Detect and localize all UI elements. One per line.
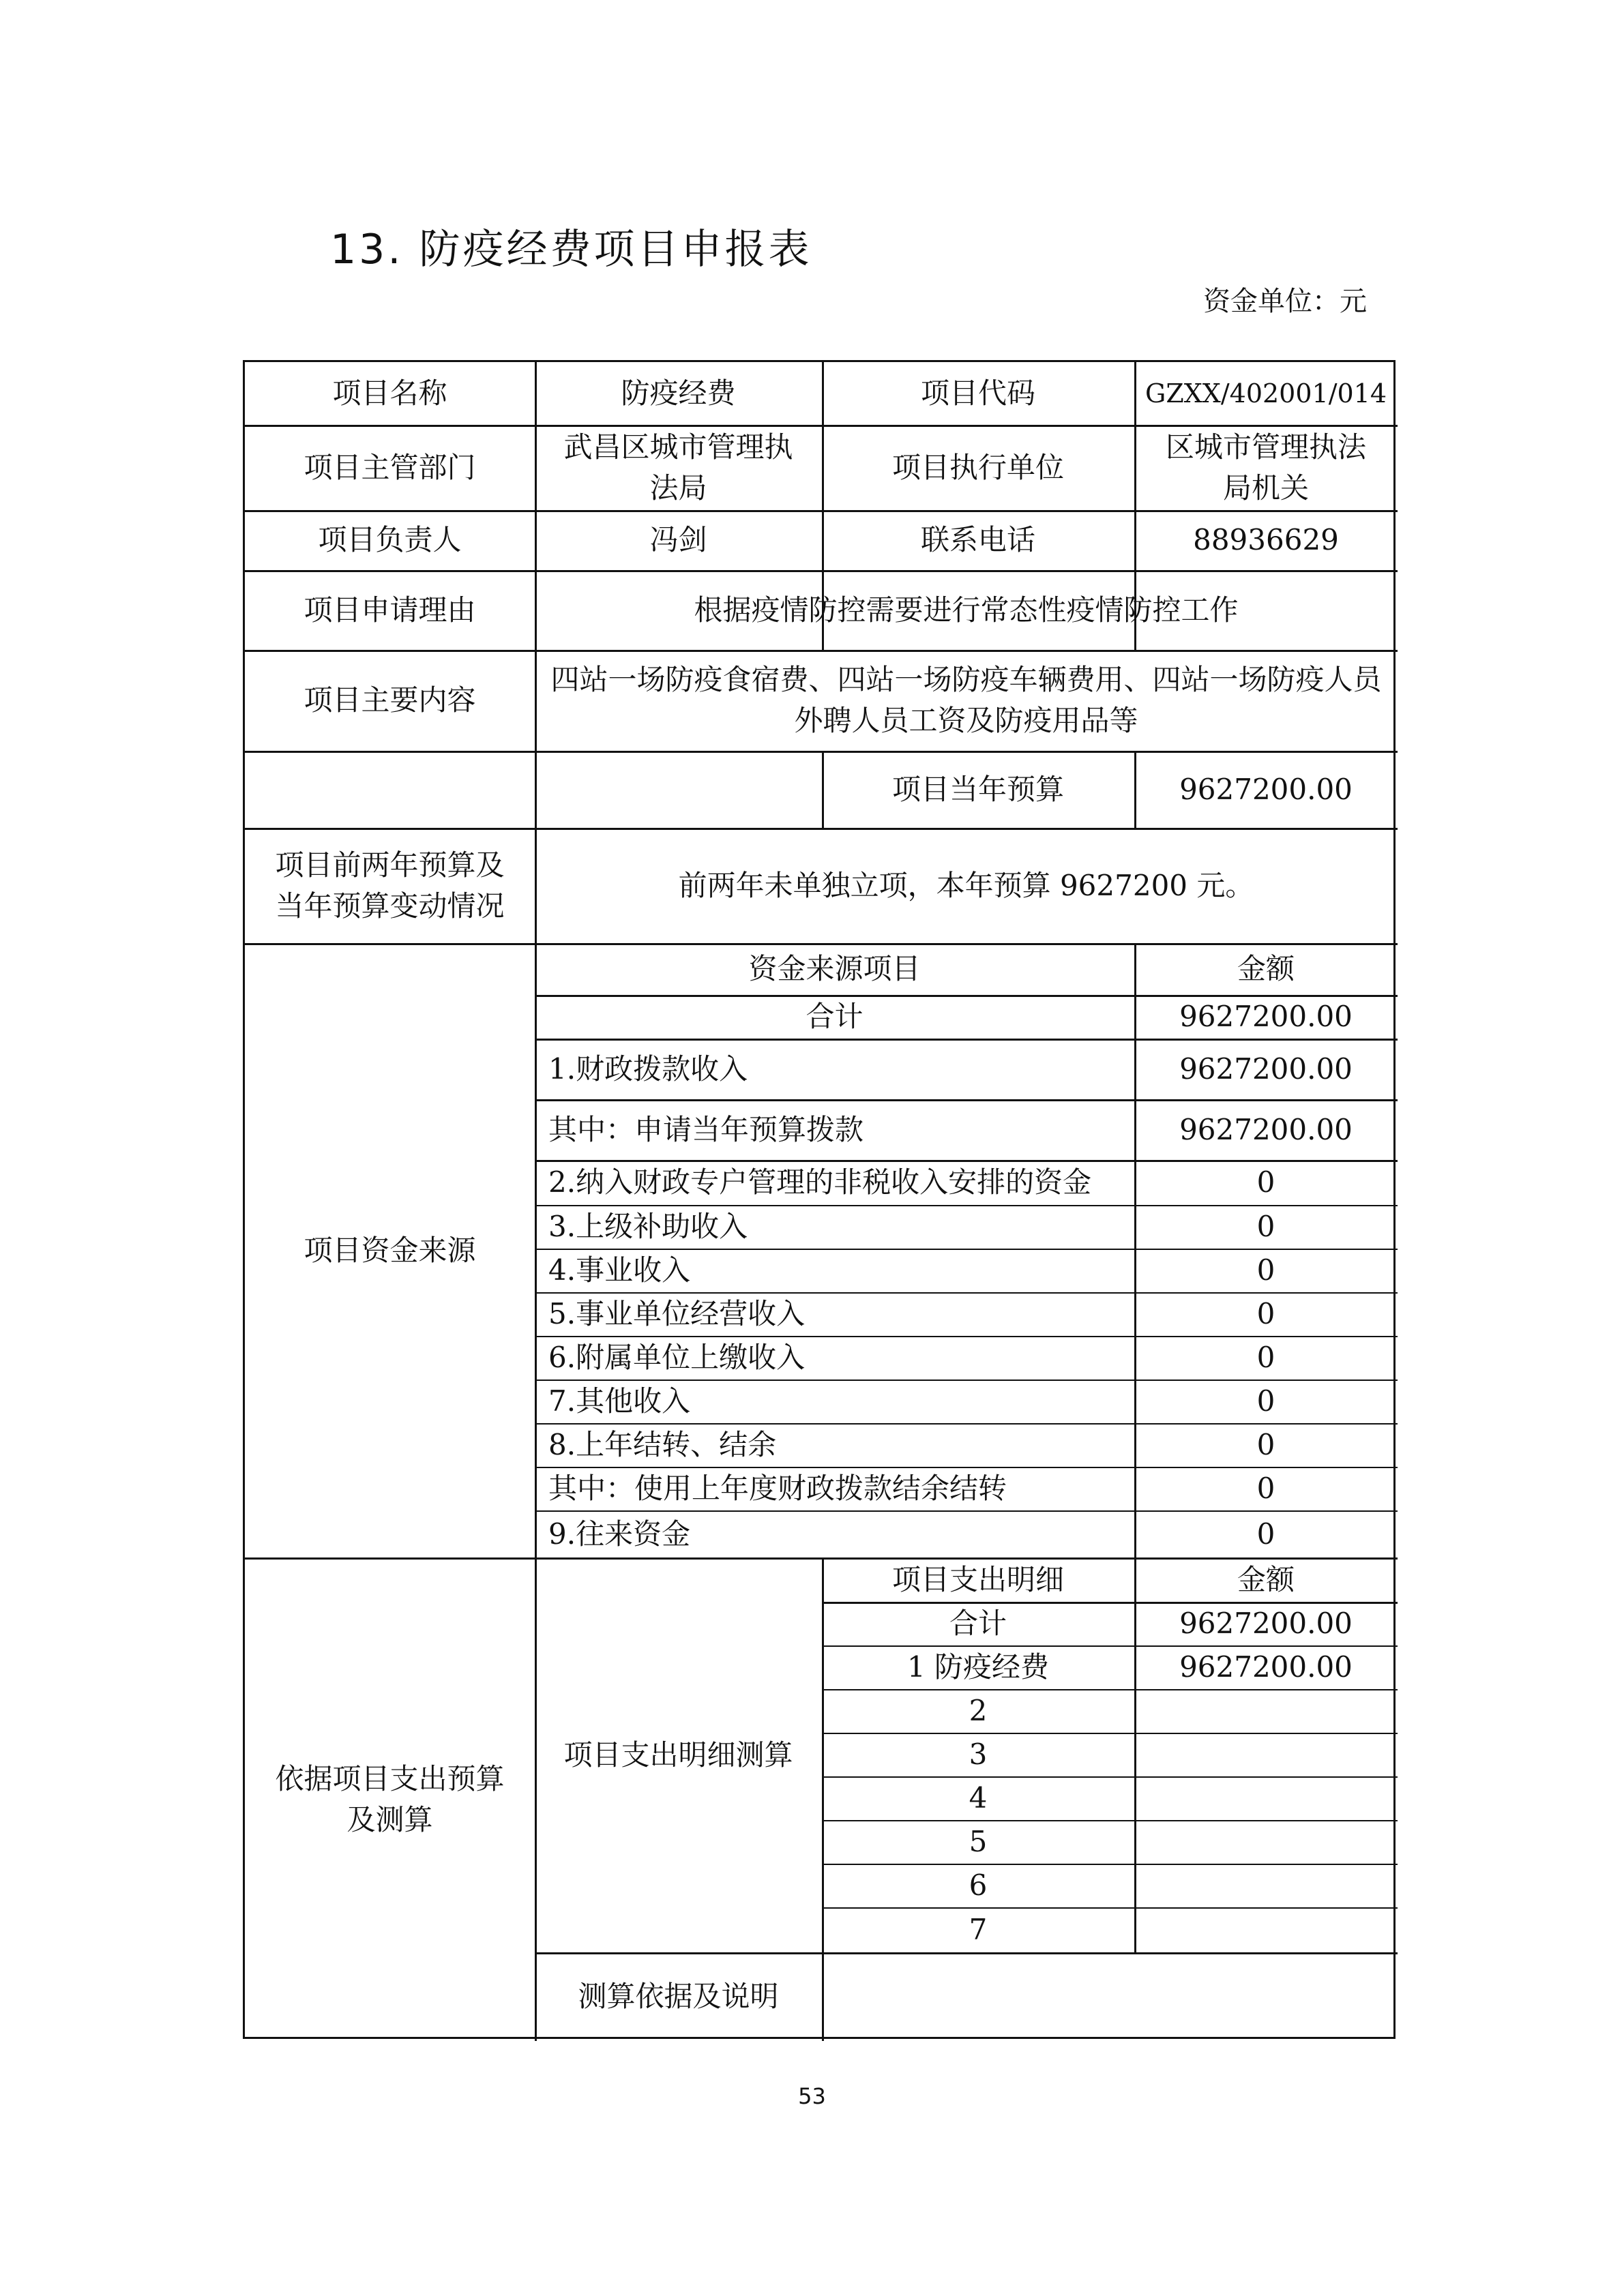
expense-header-amount: 金额 — [1237, 1562, 1295, 1596]
application-form-table — [243, 360, 1396, 2039]
funding-row-amount: 9627200.00 — [1179, 1112, 1353, 1146]
expense-row-label: 1 防疫经费 — [906, 1650, 1050, 1684]
expense-row-label: 2 — [969, 1694, 988, 1727]
funding-row-label: 2.纳入财政专户管理的非税收入安排的资金 — [548, 1165, 1092, 1199]
executing-unit-label: 项目执行单位 — [891, 450, 1064, 484]
funding-row-amount: 0 — [1256, 1384, 1275, 1418]
expense-row-amount — [1134, 1864, 1398, 1907]
funding-row-label: 其中：申请当年预算拨款 — [548, 1112, 864, 1146]
expense-row-amount — [1134, 1907, 1398, 1952]
expense-row-label: 6 — [969, 1868, 988, 1902]
funding-row-amount: 0 — [1256, 1428, 1275, 1461]
funding-row-label: 9.往来资金 — [548, 1517, 691, 1551]
phone-label: 联系电话 — [920, 523, 1035, 556]
expense-row-amount — [1134, 1689, 1398, 1733]
funding-row-label: 合计 — [806, 1000, 863, 1033]
annual-budget-label: 项目当年预算 — [891, 772, 1064, 806]
calculation-basis-label: 测算依据及说明 — [578, 1980, 779, 2013]
expense-detail-label: 项目支出明细测算 — [563, 1738, 793, 1772]
funding-source-section-label: 项目资金来源 — [304, 1233, 476, 1267]
expense-row-amount — [1134, 1776, 1398, 1820]
funding-row-label: 1.财政拨款收入 — [548, 1052, 748, 1086]
phone-value: 88936629 — [1193, 523, 1339, 556]
funding-row-label: 8.上年结转、结余 — [548, 1428, 777, 1461]
funding-row-amount: 0 — [1256, 1253, 1275, 1287]
expense-row-amount: 9627200.00 — [1179, 1650, 1353, 1684]
project-lead-value: 冯剑 — [649, 523, 707, 556]
expense-row-label: 3 — [969, 1738, 988, 1771]
project-name-value: 防疫经费 — [621, 376, 736, 410]
project-code-label: 项目代码 — [920, 376, 1035, 410]
expense-row-label: 4 — [969, 1781, 988, 1815]
project-lead-label: 项目负责人 — [318, 523, 462, 556]
funding-row-label: 7.其他收入 — [548, 1384, 691, 1418]
application-reason-label: 项目申请理由 — [304, 593, 476, 627]
currency-unit: 资金单位：元 — [1203, 286, 1367, 317]
application-reason-value: 根据疫情防控需要进行常态性疫情防控工作 — [694, 593, 1239, 627]
funding-row-label: 其中：使用上年度财政拨款结余结转 — [548, 1472, 1007, 1505]
funding-row-label: 6.附属单位上缴收入 — [548, 1341, 806, 1374]
main-content-label: 项目主要内容 — [304, 683, 476, 717]
expense-row-label: 7 — [969, 1913, 988, 1946]
expense-row-amount — [1134, 1733, 1398, 1776]
funding-row-amount: 0 — [1256, 1165, 1275, 1199]
funding-row-label: 4.事业收入 — [548, 1253, 691, 1287]
expense-section-label: 依据项目支出预算及测算 — [275, 1761, 505, 1836]
project-name-label: 项目名称 — [332, 376, 447, 410]
funding-row-label: 5.事业单位经营收入 — [548, 1297, 806, 1330]
annual-budget-value: 9627200.00 — [1179, 772, 1353, 806]
expense-header-item: 项目支出明细 — [891, 1562, 1064, 1596]
expense-row-label: 5 — [969, 1825, 988, 1858]
funding-row-amount: 0 — [1256, 1472, 1275, 1505]
funding-row-label: 3.上级补助收入 — [548, 1210, 748, 1243]
department-label: 项目主管部门 — [304, 450, 476, 484]
budget-history-value: 前两年未单独立项，本年预算 9627200 元。 — [678, 868, 1254, 902]
department-value: 武昌区城市管理执法局 — [563, 430, 793, 505]
executing-unit-value: 区城市管理执法局机关 — [1165, 430, 1366, 505]
budget-history-label: 项目前两年预算及当年预算变动情况 — [275, 848, 505, 923]
funding-header-amount: 金额 — [1237, 952, 1295, 985]
expense-row-amount: 9627200.00 — [1179, 1607, 1353, 1640]
page-title: 13. 防疫经费项目申报表 — [330, 226, 812, 273]
expense-row-label: 合计 — [949, 1607, 1007, 1640]
funding-row-amount: 9627200.00 — [1179, 1052, 1353, 1086]
funding-header-item: 资金来源项目 — [748, 952, 921, 985]
funding-row-amount: 0 — [1256, 1517, 1275, 1551]
project-code-value: GZXX/402001/014 — [1145, 378, 1387, 408]
funding-row-amount: 9627200.00 — [1179, 1000, 1353, 1033]
page-number: 53 — [798, 2083, 826, 2109]
main-content-value: 四站一场防疫食宿费、四站一场防疫车辆费用、四站一场防疫人员外聘人员工资及防疫用品等 — [550, 663, 1382, 737]
funding-row-amount: 0 — [1256, 1210, 1275, 1243]
calculation-basis-value — [822, 1952, 1398, 2041]
funding-row-amount: 0 — [1256, 1341, 1275, 1374]
expense-row-amount — [1134, 1820, 1398, 1864]
funding-row-amount: 0 — [1256, 1297, 1275, 1330]
